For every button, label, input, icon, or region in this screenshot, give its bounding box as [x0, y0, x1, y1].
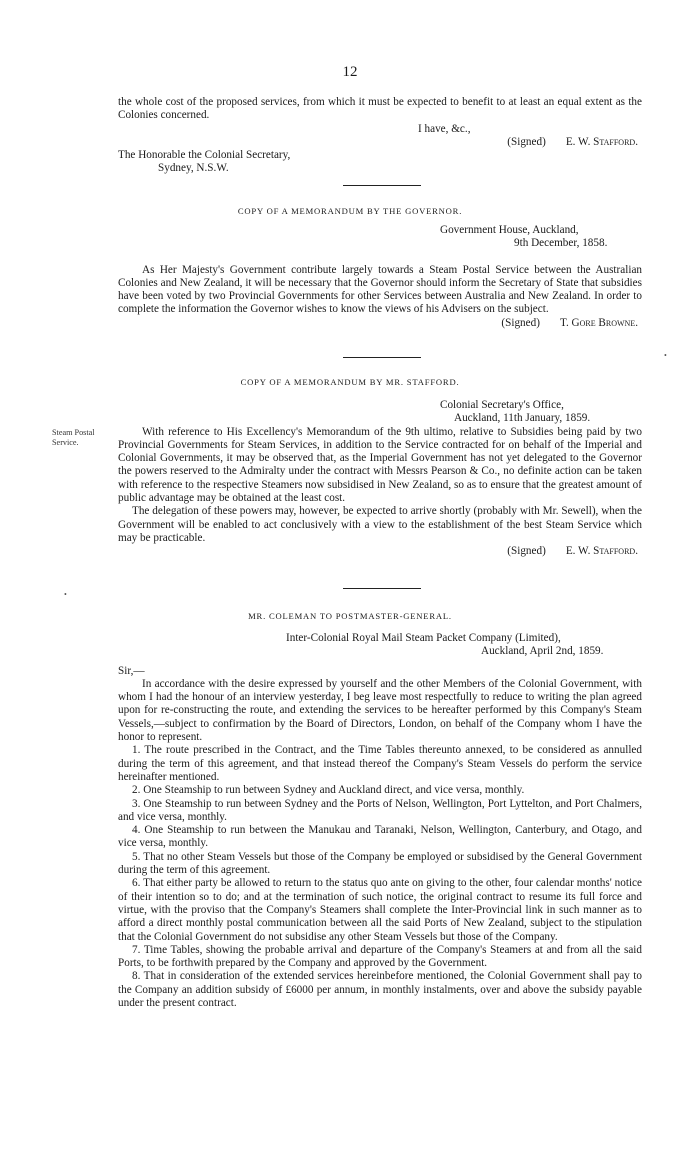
list-item: 2. One Steamship to run between Sydney and Auckland direct, and vice versa, monthly.: [132, 784, 525, 797]
addressee-line-1: The Honorable the Colonial Secretary,: [118, 149, 291, 162]
letter-end-text: the whole cost of the proposed services, from which it must be expected to benefit to at least an equal extent as the Colonies concerned.: [118, 96, 642, 122]
memo-stafford-heading: COPY OF A MEMORANDUM BY MR. STAFFORD.: [240, 377, 460, 387]
memo-stafford-para-2: The delegation of these powers may, however, be expected to arrive shortly (probably with Mr. Sewell), when the Government will be enabled to act conclusively with a view to the establishment of the best Steam Service which may be practicable.: [118, 505, 642, 544]
signed-label: (Signed): [501, 316, 540, 329]
section-divider: [343, 588, 421, 589]
list-item: 4. One Steamship to run between the Manukau and Taranaki, Nelson, Wellington, Canterbury, and Otago, and vice versa, monthly.: [118, 824, 642, 850]
coleman-letter-heading: MR. COLEMAN TO POSTMASTER-GENERAL.: [248, 611, 452, 621]
place-date-line: Auckland, April 2nd, 1859.: [481, 645, 604, 658]
margin-note-line-2: Service.: [52, 438, 79, 447]
signatory-name: E. W. Stafford.: [565, 135, 638, 148]
margin-note: [52, 428, 95, 448]
memo-stafford-date: Auckland, 11th January, 1859.: [454, 412, 591, 425]
memo-governor-block: [118, 224, 642, 330]
memo-governor-heading: COPY OF A MEMORANDUM BY THE GOVERNOR.: [237, 206, 463, 216]
page-number: 12: [342, 64, 358, 80]
section-divider: [343, 357, 421, 358]
margin-note-line-1: Steam Postal: [52, 428, 95, 437]
letter-intro: In accordance with the desire expressed by yourself and the other Members of the Colonial Government, with whom I had the honour of an interview yesterday, I beg leave most respectfully to reduce to writing the plan agreed upon for re-constructing the route, and extending the services to be hereafter performed by this Company's Steam Vessels,—subject to confirmation by the Board of Directors, London, on behalf of the Company whom I have the honor to represent.: [118, 677, 642, 744]
addressee-line-2: Sydney, N.S.W.: [158, 162, 229, 175]
memo-stafford-signature: [118, 545, 642, 558]
page-mark: •: [64, 590, 67, 599]
company-line: Inter-Colonial Royal Mail Steam Packet Company (Limited),: [286, 632, 561, 644]
signatory-name: E. W. Stafford.: [565, 545, 638, 558]
memo-governor-place: Government House, Auckland,: [440, 224, 579, 236]
memo-governor-signature: [118, 317, 642, 330]
list-item: 5. That no other Steam Vessels but those of the Company be employed or subsidised by the General Government during the term of this agreement.: [118, 850, 642, 877]
letter-end-block: [118, 96, 642, 176]
list-item: 6. That either party be allowed to return to the status quo ante on giving to the other, four calendar months' notice of their intention so to do; and at the termination of such notice, the original contract to resume its full force and virtue, with the proviso that the Company's Steamers shall complete the Inter-Provincial link in such manner as to afford a direct monthly postal communication between all the said Ports of New Zealand, subject to the stipulation that the Colonial Government do not subsidise any other Steam Vessels but those of the Company.: [118, 877, 642, 943]
signatory-name: T. Gore Browne.: [559, 316, 638, 329]
page-mark: •: [664, 351, 667, 360]
signed-label: (Signed): [507, 135, 546, 148]
section-divider: [343, 185, 421, 186]
memo-governor-date: 9th December, 1858.: [514, 237, 608, 250]
memo-stafford-place: Colonial Secretary's Office,: [440, 399, 564, 411]
salutation: Sir,—: [118, 664, 145, 677]
list-item: 8. That in consideration of the extended services hereinbefore mentioned, the Colonial Government shall pay to the Company an addition subsidy of £6000 per annum, in monthly instalments, over and above the subsidy payable under the present contract.: [118, 970, 642, 1010]
memo-stafford-block: [118, 399, 642, 559]
memo-governor-body: As Her Majesty's Government contribute largely towards a Steam Postal Service between the Australian Colonies and New Zealand, it will be necessary that the Governor should inform the Secretary of State that subsidies have been voted by two Provincial Governments for other Services between Australia and New Zealand. In order to complete the information the Governor wishes to know the views of his Advisers on the subject.: [118, 263, 642, 316]
signed-label: (Signed): [507, 545, 546, 558]
list-item: 7. Time Tables, showing the probable arrival and departure of the Company's Steamers at and from all the said Ports, to be forthwith prepared by the Company and approved by the Government.: [118, 943, 642, 970]
list-item: 1. The route prescribed in the Contract, and the Time Tables thereunto annexed, to be considered as annulled during the term of this agreement, and that instead thereof the Company's Steam Vessels do perform the service hereinafter mentioned.: [118, 744, 642, 783]
coleman-letter-block: [118, 632, 642, 1010]
memo-stafford-para-1: With reference to His Excellency's Memorandum of the 9th ultimo, relative to Subsidies being paid by two Provincial Governments for Steam Services, in addition to the Service contracted for on behalf of the Imperial and Colonial Governments, it may be observed that, as the Imperial Government has not yet delegated to the Governor the powers reserved to the Admiralty under the contract with Messrs Pearson & Co., no definite action can be taken with reference to the respective Steamers now subsidised in New Zealand, so as to ensure that the greatest amount of public advantage may be obtained at the least cost.: [118, 425, 642, 505]
letter-closing: I have, &c.,: [418, 122, 471, 135]
list-item: 3. One Steamship to run between Sydney and the Ports of Nelson, Wellington, Port Lyttelton, and Port Chalmers, and vice versa, monthly.: [118, 797, 642, 823]
letter-signature: [118, 136, 642, 149]
